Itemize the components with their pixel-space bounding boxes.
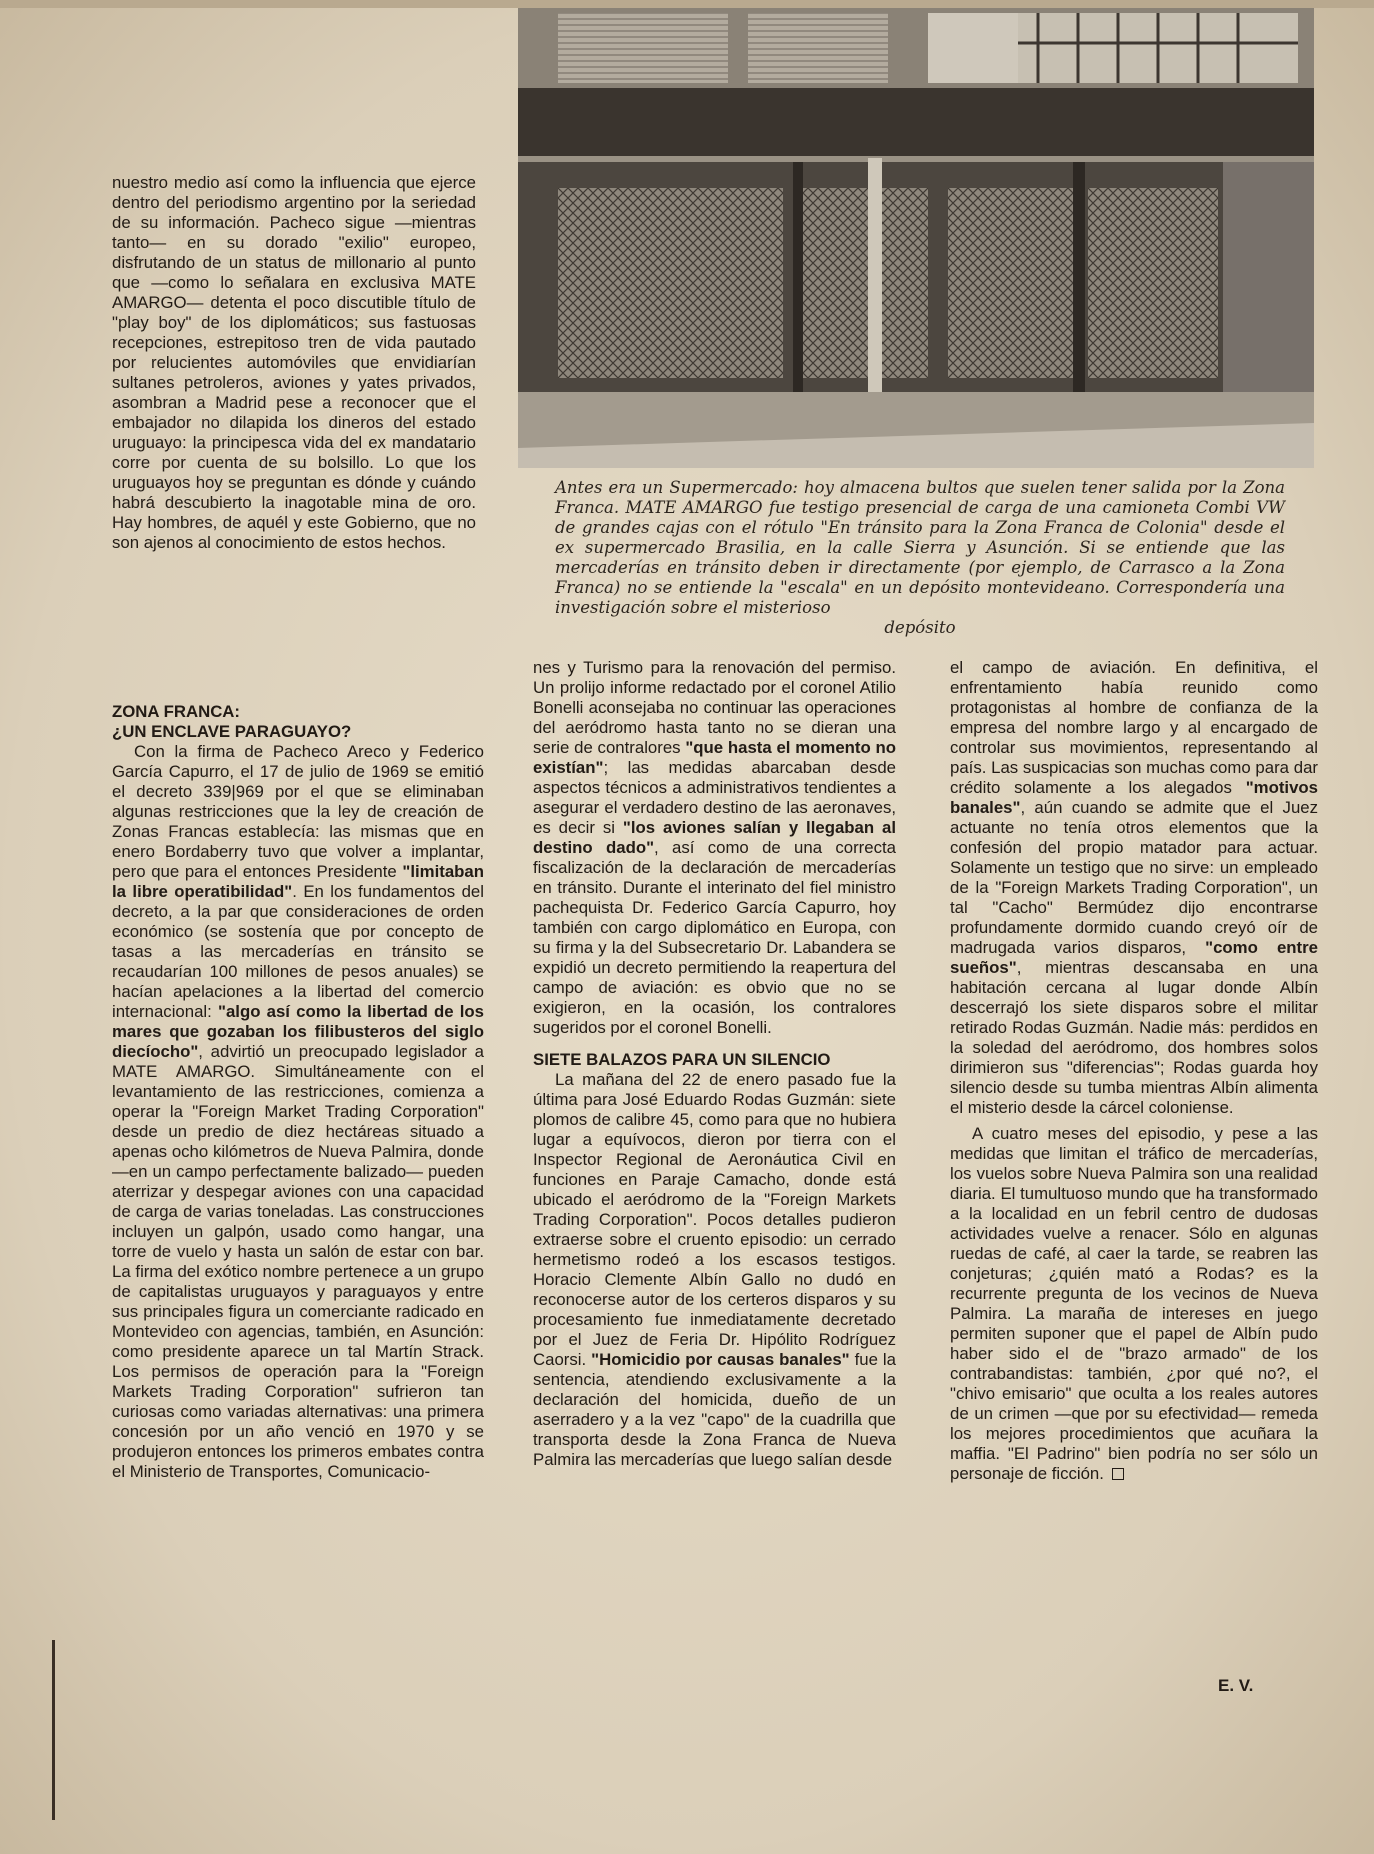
bold-quote: "motivos banales" (950, 778, 1318, 817)
caption-text: Antes era un Supermercado: hoy almacena bultos que suelen tener salida por la Zona Franca. MATE AMARGO fue testigo presencial de carga de una camioneta Combi VW de grandes cajas con el rótulo "En tránsito para la Zona Franca de Colonia" desde el ex supermercado Brasilia, en la calle Sierra y Asunción. Si se entiende que las mercaderías en tránsito deben ir directamente (por ejemplo, de Carrasco a la Zona Franca) no se entiende la "escala" en un depósito montevideano. Correspondería una investigación sobre el misterioso (555, 478, 1285, 617)
column-1-bottom (112, 690, 484, 1482)
text-run: . En los fundamentos del decreto, a la par que consideraciones de orden económico (se sostenía que por concepto de tasas a las mercaderías en tránsito se recaudarían 100 millones de pesos anuales) se hacían apelaciones a la libertad del comercio internacional: (112, 882, 484, 1021)
paragraph-conclusion (950, 1124, 1318, 1484)
section-heading-zona-franca (112, 702, 484, 742)
bold-quote: "Homicidio por causas banales" (591, 1350, 850, 1369)
bold-quote: "como entre sueños" (950, 938, 1318, 977)
paragraph-intro: nuestro medio así como la influencia que ejerce dentro del periodismo argentino por la seriedad de su información. Pacheco sigue —mientras tanto— en su dorado "exilio" europeo, disfrutando de un status de millonario al punto que —como lo señalara en exclusiva MATE AMARGO— detenta el poco discutible título de "play boy" de los diplomáticos; sus fastuosas recepciones, estrepitoso tren de vida pautado por relucientes automóviles que envidiarían sultanes petroleros, aviones y yates privados, asombran a Madrid pese a reconocer que el embajador no dilapida los dineros del estado uruguayo: la principesca vida del ex mandatario corre por cuenta de su bolsillo. Lo que los uruguayos hoy se preguntan es dónde y cuándo habrá descubierto la inagotable mina de oro. Hay hombres, de aquél y este Gobierno, que no son ajenos al conocimiento de estos hechos. (112, 173, 476, 552)
margin-rule (52, 1640, 55, 1820)
heading-line-2: ¿UN ENCLAVE PARAGUAYO? (112, 722, 352, 741)
heading-line-1: ZONA FRANCA: (112, 702, 241, 721)
paragraph-siete-balazos (533, 1070, 896, 1470)
text-run: , advirtió un preocupado legislador a MATE AMARGO. Simultáneamente con el levantamiento de las restricciones, comienza a operar la "Foreign Market Trading Corporation" desde un predio de diez hectáreas situado a apenas ocho kilómetros de Nueva Palmira, donde —en un campo perfectamente balizado— pueden aterrizar y despegar aviones con una capacidad de carga de varias toneladas. Las construcciones incluyen un galpón, usado como hangar, una torre de vuelo y hasta un salón de estar con bar. La firma del exótico nombre pertenece a un grupo de capitalistas uruguayos y paraguayos y entre sus principales figura un comerciante radicado en Montevideo con agencias, también, en Asunción: como presidente aparece un tal Martín Strack. Los permisos de operación para la "Foreign Markets Trading Corporation" sufrieron tan curiosas como variadas alternativas: una primera concesión por un año venció en 1970 y se produjeron entonces los primeros embates contra el Ministerio de Transportes, Comunicacio- (112, 1042, 484, 1481)
text-run: , mientras descansaba en una habitación cercana al lugar donde Albín descerrajó los siete disparos sobre el militar retirado Rodas Guzmán. Nadie más: perdidos en la soledad del aeródromo, dos hombres solos dirimieron sus "diferencias"; Rodas guarda hoy silencio desde su tumba mientras Albín alimenta el misterio desde la cárcel coloniense. (950, 958, 1318, 1117)
column-3 (950, 658, 1318, 1484)
text-run: fue la sentencia, atendiendo exclusivamente a la declaración del homicida, dueño de un aserradero y a la vez "capo" de la cuadrilla que transporta desde la Zona Franca de Nueva Palmira las mercaderías que luego salían desde (533, 1350, 896, 1469)
end-square-icon (1112, 1468, 1124, 1480)
author-initials: E. V. (1218, 1676, 1254, 1695)
text-run: Con la firma de Pacheco Areco y Federico García Capurro, el 17 de julio de 1969 se emitió el decreto 339|969 por el que se eliminaban algunas restricciones que la ley de creación de Zonas Francas establecía: las mismas que en enero Bordaberry tuvo que volver a implantar, pero que para el entonces Presidente (112, 742, 484, 881)
column-2 (533, 658, 896, 1470)
paragraph-permiso (533, 658, 896, 1038)
top-edge (0, 0, 1374, 8)
text-run: nes y Turismo para la renovación del permiso. Un prolijo informe redactado por el coronel Atilio Bonelli aconsejaba no continuar las operaciones del aeródromo hasta tanto no se dieran una serie de contralores (533, 658, 896, 757)
caption-last-line: depósito (884, 618, 956, 637)
text-run: , aún cuando se admite que el Juez actuante no tenía otros elementos que la confesión del propio matador para actuar. Solamente un testigo que no sirve: un empleado de la "Foreign Markets Trading Corporation", un tal "Cacho" Bermúdez dijo encontrarse profundamente dormido cuando creyó oír de madrugada varios disparos, (950, 798, 1318, 957)
text-run: ; las medidas abarcaban desde aspectos técnicos a administrativos tendientes a asegurar el verdadero destino de las aeronaves, es decir si (533, 758, 896, 837)
text-run: , así como de una correcta fiscalización de la declaración de mercaderías en tránsito. Durante el interinato del fiel ministro pachequista Dr. Federico García Capurro, hoy también con cargo diplomático en Europa, con su firma y la del Subsecretario Dr. Labandera se expidió un decreto permitiendo la reapertura del campo de aviación: es obvio que no se exigieron, en la ocasión, los contralores sugeridos por el coronel Bonelli. (533, 838, 896, 1037)
bold-quote: "los aviones salían y llegaban al destino dado" (533, 818, 897, 857)
text-run: La mañana del 22 de enero pasado fue la última para José Eduardo Rodas Guzmán: siete plomos de calibre 45, como para que no hubiera lugar a equívocos, dieron por tierra con el Inspector Regional de Aeronáutica Civil en funciones en Paraje Camacho, donde está ubicado el aeródromo de la "Foreign Markets Trading Corporation". Pocos detalles pudieron extraerse sobre el cruento episodio: un cerrado hermetismo rodeó a los escasos testigos. Horacio Clemente Albín Gallo no dudó en reconocerse autor de los certeros disparos y su procesamiento fue inmediatamente decretado por el Juez de Feria Dr. Hipólito Rodríguez Caorsi. (533, 1070, 896, 1369)
bold-quote: "algo así como la libertad de los mares que gozaban los filibusteros del siglo diecíocho" (112, 1002, 485, 1061)
storefront-photo (518, 8, 1314, 468)
column-1-top (112, 173, 476, 553)
bold-quote: "limitaban la libre operatibilidad" (112, 862, 484, 901)
paragraph-zona-franca (112, 742, 484, 1482)
text-run: el campo de aviación. En definitiva, el enfrentamiento había reunido como protagonistas al hombre de confianza de la empresa del nombre largo y al encargado de controlar sus movimientos, representando al país. Las suspicacias son muchas como para dar crédito solamente a los alegados (950, 658, 1318, 797)
paragraph-campo (950, 658, 1318, 1118)
photo-caption (555, 478, 1285, 638)
bold-quote: "que hasta el momento no existían" (533, 738, 896, 777)
section-heading-siete-balazos: SIETE BALAZOS PARA UN SILENCIO (533, 1050, 831, 1069)
text-run: A cuatro meses del episodio, y pese a las medidas que limitan el tráfico de mercaderías, los vuelos sobre Nueva Palmira son una realidad diaria. El tumultuoso mundo que ha transformado a la localidad en un febril centro de dudosas actividades vuelve a renacer. Sólo en algunas ruedas de café, al caer la tarde, se reabren las conjeturas; ¿quién mató a Rodas? es la recurrente pregunta de los vecinos de Nueva Palmira. La maraña de intereses en juego permiten suponer que el papel de Albín pudo haber sido el de "brazo armado" de los contrabandistas: también, ¿por qué no?, el "chivo emisario" que oculta a los reales autores de un crimen —que por su efectividad— remeda los mejores procedimientos que acuñara la maffia. "El Padrino" bien podría no ser sólo un personaje de ficción. (950, 1124, 1318, 1483)
